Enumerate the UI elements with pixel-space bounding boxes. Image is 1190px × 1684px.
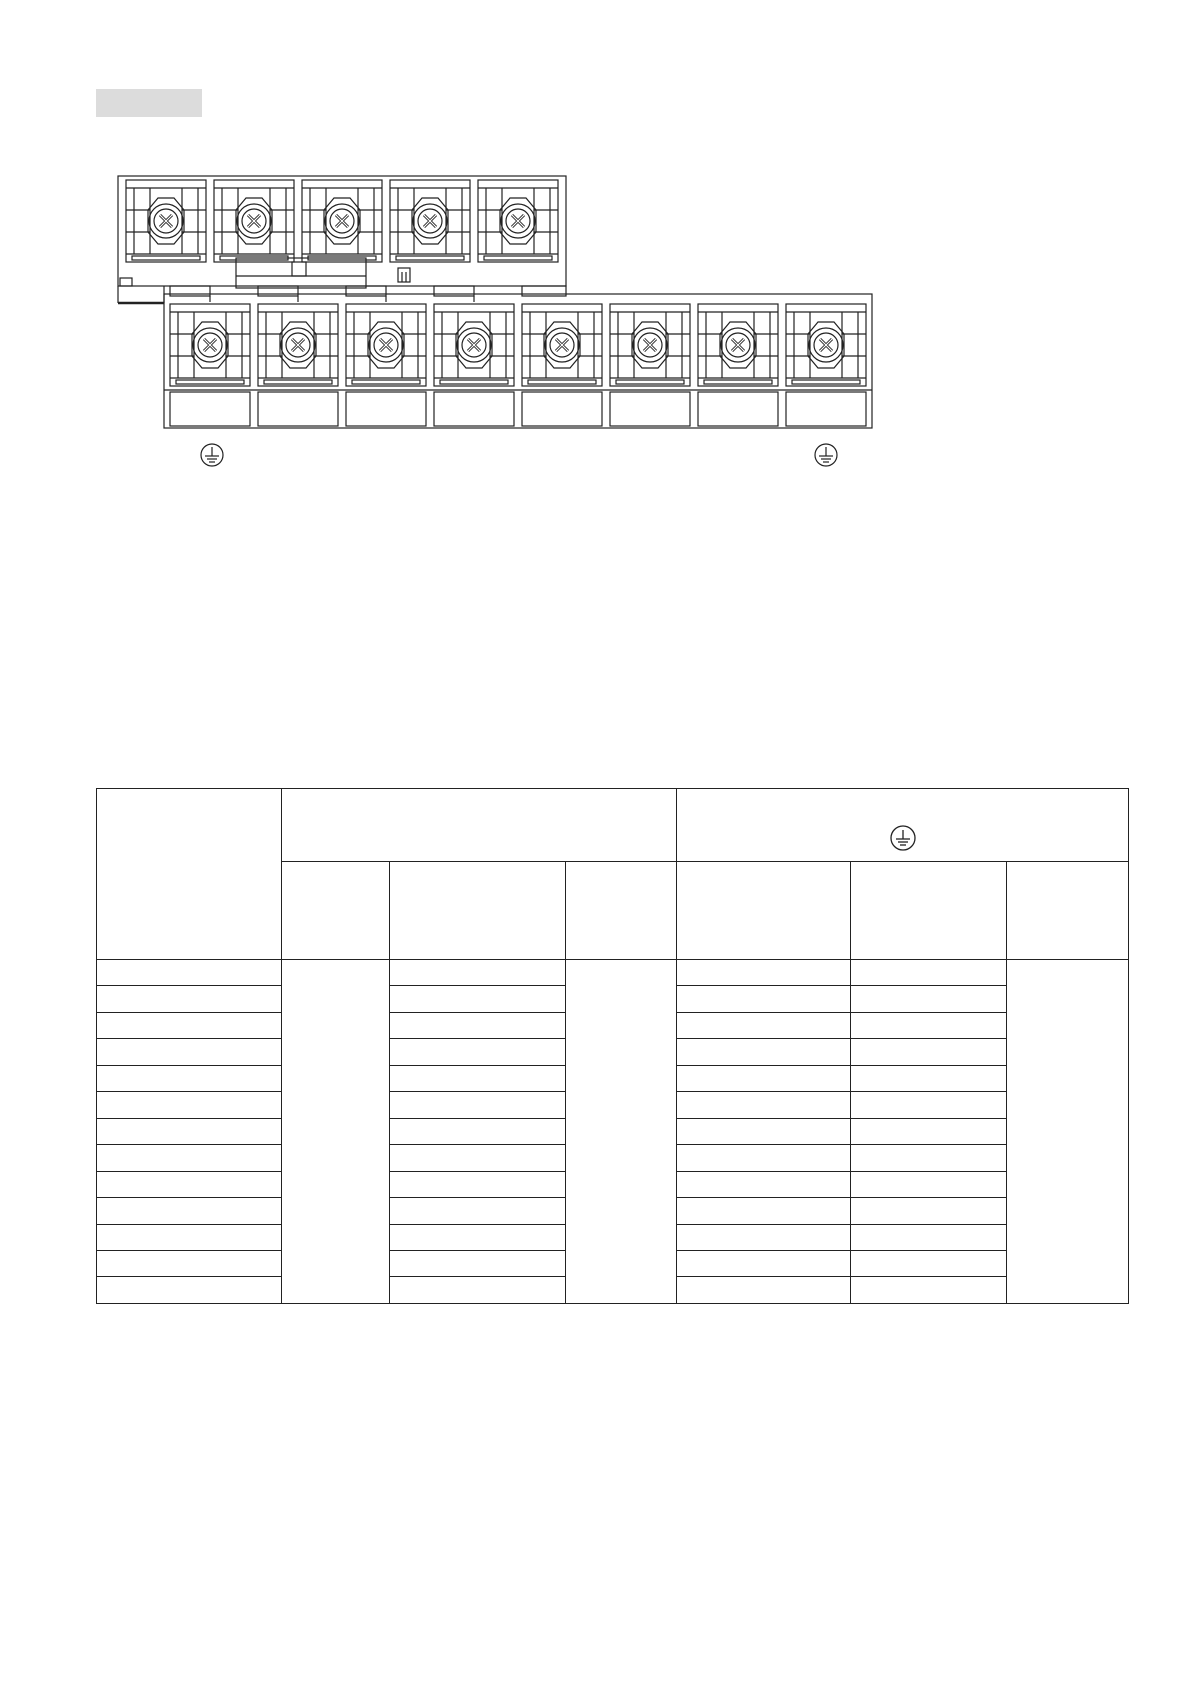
header-ground-col-2 xyxy=(851,862,1007,960)
model-cell xyxy=(97,1118,282,1144)
ground-col-1-cell xyxy=(677,1012,851,1038)
ground-col-1-cell xyxy=(677,1065,851,1091)
model-cell xyxy=(97,1198,282,1224)
header-model xyxy=(97,789,282,960)
ground-col-1-cell xyxy=(677,1118,851,1144)
model-cell xyxy=(97,1012,282,1038)
main-col-2-cell xyxy=(390,1118,566,1144)
protective-earth-icon xyxy=(888,823,918,853)
main-col-1-merged xyxy=(282,959,390,1303)
ground-symbol-right xyxy=(815,444,837,466)
ground-col-2-cell xyxy=(851,1198,1007,1224)
main-col-2-cell xyxy=(390,1039,566,1065)
header-ground-col-1 xyxy=(677,862,851,960)
ground-col-2-cell xyxy=(851,986,1007,1012)
header-main-col-2 xyxy=(390,862,566,960)
ground-col-1-cell xyxy=(677,1277,851,1304)
model-cell xyxy=(97,1092,282,1118)
ground-col-2-cell xyxy=(851,1092,1007,1118)
ground-col-2-cell xyxy=(851,1118,1007,1144)
model-cell xyxy=(97,959,282,985)
ground-col-2-cell xyxy=(851,1012,1007,1038)
ground-col-2-cell xyxy=(851,1277,1007,1304)
lower-terminal-block xyxy=(164,294,872,428)
ground-col-1-cell xyxy=(677,986,851,1012)
ground-col-2-cell xyxy=(851,1224,1007,1250)
ground-col-1-cell xyxy=(677,1224,851,1250)
header-main-terminals xyxy=(282,789,677,862)
ground-col-1-cell xyxy=(677,1092,851,1118)
main-col-2-cell xyxy=(390,1198,566,1224)
main-col-2-cell xyxy=(390,1250,566,1276)
main-col-2-cell xyxy=(390,1277,566,1304)
upper-terminal-block xyxy=(118,176,566,303)
ground-symbol-left xyxy=(201,444,223,466)
ground-col-2-cell xyxy=(851,959,1007,985)
ground-col-1-cell xyxy=(677,1198,851,1224)
model-cell xyxy=(97,1250,282,1276)
main-col-2-cell xyxy=(390,1092,566,1118)
lower-terminals xyxy=(170,304,866,386)
ground-col-2-cell xyxy=(851,1065,1007,1091)
main-col-2-cell xyxy=(390,959,566,985)
header-main-col-1 xyxy=(282,862,390,960)
main-col-2-cell xyxy=(390,1224,566,1250)
model-cell xyxy=(97,1065,282,1091)
ground-col-2-cell xyxy=(851,1250,1007,1276)
header-ground-terminal xyxy=(677,789,1129,862)
wiring-spec-table xyxy=(96,788,1129,1304)
table-row xyxy=(97,959,1129,985)
ground-col-3-merged xyxy=(1007,959,1129,1303)
ground-col-1-cell xyxy=(677,959,851,985)
main-col-3-merged xyxy=(566,959,677,1303)
main-col-2-cell xyxy=(390,1145,566,1171)
lower-base-slots xyxy=(170,392,866,426)
ground-col-2-cell xyxy=(851,1145,1007,1171)
main-col-2-cell xyxy=(390,1171,566,1197)
main-col-2-cell xyxy=(390,1065,566,1091)
ground-col-1-cell xyxy=(677,1039,851,1065)
header-main-col-3 xyxy=(566,862,677,960)
model-cell xyxy=(97,986,282,1012)
model-cell xyxy=(97,1039,282,1065)
ground-col-2-cell xyxy=(851,1039,1007,1065)
main-col-2-cell xyxy=(390,986,566,1012)
header-ground-col-3 xyxy=(1007,862,1129,960)
upper-terminals xyxy=(126,180,558,262)
ground-col-1-cell xyxy=(677,1250,851,1276)
ground-col-2-cell xyxy=(851,1171,1007,1197)
model-cell xyxy=(97,1224,282,1250)
model-cell xyxy=(97,1171,282,1197)
model-cell xyxy=(97,1277,282,1304)
terminal-block-diagram xyxy=(0,0,1190,480)
main-col-2-cell xyxy=(390,1012,566,1038)
ground-col-1-cell xyxy=(677,1171,851,1197)
model-cell xyxy=(97,1145,282,1171)
ground-col-1-cell xyxy=(677,1145,851,1171)
